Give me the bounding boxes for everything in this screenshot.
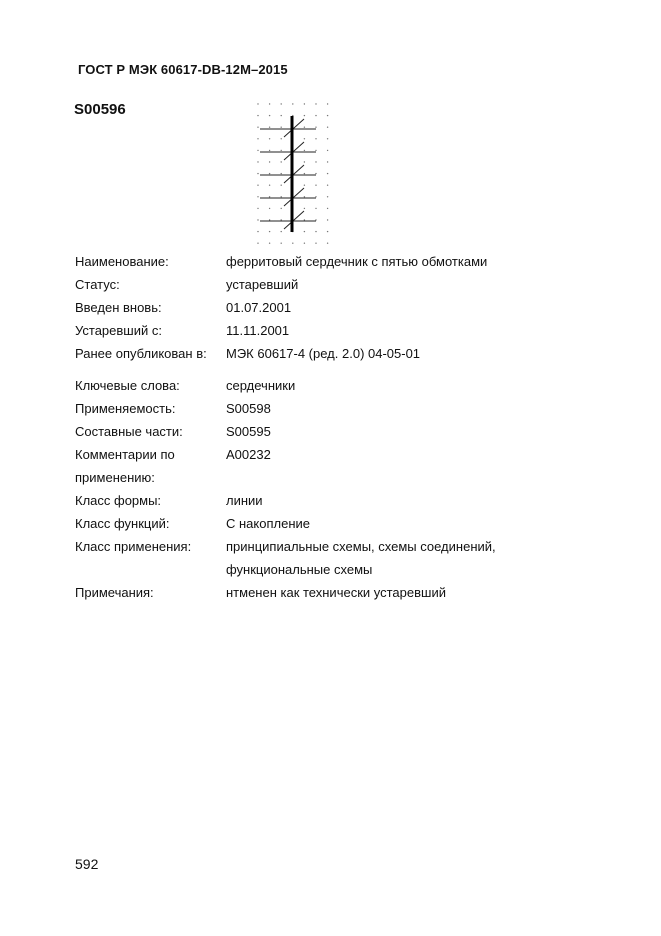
property-value: линии — [226, 493, 263, 508]
property-key: Класс функций: — [75, 516, 170, 531]
property-value — [226, 466, 615, 489]
property-key: Ранее опубликован в: — [75, 346, 207, 361]
property-value: 01.07.2001 — [226, 300, 292, 315]
property-key: Примечания: — [75, 585, 154, 600]
property-value: S00598 — [226, 401, 271, 416]
property-row — [75, 374, 615, 397]
property-value: функциональные схемы — [226, 562, 373, 577]
property-key: применению: — [75, 470, 155, 485]
property-row — [75, 250, 615, 273]
properties-group-classification — [75, 374, 615, 604]
property-row — [75, 466, 615, 489]
property-row — [75, 489, 615, 512]
document-header: ГОСТ Р МЭК 60617-DB-12M–2015 — [78, 62, 288, 77]
property-key — [75, 558, 226, 581]
property-value: ферритовый сердечник с пятью обмотками — [226, 254, 488, 269]
property-row — [75, 581, 615, 604]
property-value: S00595 — [226, 424, 271, 439]
property-row — [75, 397, 615, 420]
property-row — [75, 319, 615, 342]
page-number: 592 — [75, 856, 99, 872]
property-value: принципиальные схемы, схемы соединений, — [226, 539, 496, 554]
property-row — [75, 535, 615, 558]
property-key: Применяемость: — [75, 401, 176, 416]
property-row — [75, 420, 615, 443]
property-key: Устаревший с: — [75, 323, 162, 338]
property-key: Введен вновь: — [75, 300, 162, 315]
property-row — [75, 443, 615, 466]
property-row — [75, 273, 615, 296]
ferrite-core-symbol — [254, 100, 330, 248]
property-value: 11.11.2001 — [226, 323, 290, 338]
property-value: нтменен как технически устаревший — [226, 585, 446, 600]
property-key: Ключевые слова: — [75, 378, 180, 393]
property-value: C накопление — [226, 516, 310, 531]
properties-table — [75, 250, 615, 604]
properties-group-main — [75, 250, 615, 365]
property-value: A00232 — [226, 447, 271, 462]
property-key: Класс формы: — [75, 493, 162, 508]
property-key: Класс применения: — [75, 539, 192, 554]
property-key: Комментарии по — [75, 447, 175, 462]
property-row — [75, 342, 615, 365]
symbol-code: S00596 — [74, 101, 126, 118]
property-row — [75, 296, 615, 319]
group-spacer — [75, 365, 615, 374]
property-row — [75, 558, 615, 581]
property-key: Статус: — [75, 277, 120, 292]
property-value: устаревший — [226, 277, 299, 292]
property-key: Наименование: — [75, 254, 169, 269]
property-key: Составные части: — [75, 424, 183, 439]
property-value: МЭК 60617-4 (ред. 2.0) 04-05-01 — [226, 346, 421, 361]
property-value: сердечники — [226, 378, 296, 393]
property-row — [75, 512, 615, 535]
